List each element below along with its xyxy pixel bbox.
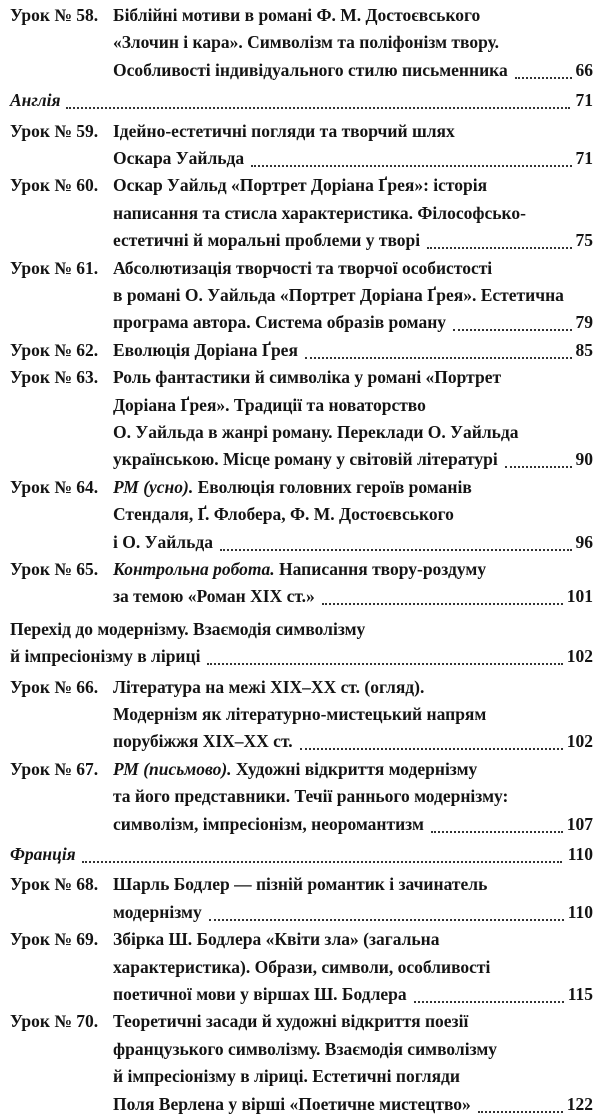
toc-entry	[10, 556, 593, 611]
dot-leader	[453, 309, 571, 331]
line-text: й імпресіонізму в ліриці	[10, 643, 203, 670]
page-number: 71	[575, 90, 593, 111]
entry-line	[113, 728, 593, 755]
line-text: Оскар Уайльд «Портрет Доріана Ґрея»: історія	[113, 175, 490, 195]
line-text: характеристика). Образи, символи, особливості	[113, 957, 493, 977]
page-number: 107	[566, 813, 593, 834]
line-text: написання та стисла характеристика. Філософсько-	[113, 203, 529, 223]
line-text: Модернізм як літературно-мистецький напрям	[113, 704, 489, 724]
page-number: 122	[566, 1093, 593, 1114]
toc-entry	[10, 1008, 593, 1118]
italic-prefix: Контрольна робота.	[113, 559, 275, 579]
entry-line	[113, 1008, 593, 1035]
entry-line	[113, 57, 593, 84]
section-title-line	[10, 643, 593, 670]
line-text: Стендаля, Ґ. Флобера, Ф. М. Достоєвського	[113, 504, 457, 524]
page-number: 101	[566, 586, 593, 607]
line-text: програма автора. Система образів роману	[113, 309, 449, 336]
line-text: та його представники. Течії раннього модернізму:	[113, 786, 511, 806]
line-text: Оскара Уайльда	[113, 145, 247, 172]
page-number: 90	[575, 449, 593, 470]
line-text: Абсолютизація творчості та творчої особистості	[113, 258, 495, 278]
line-text: Особливості індивідуального стилю письменника	[113, 57, 511, 84]
line-text: РМ (письмово). Художні відкриття модернізму	[113, 759, 480, 779]
page-number: 110	[567, 901, 593, 922]
dot-leader	[209, 899, 564, 921]
entry-line	[113, 501, 593, 528]
entry-line	[113, 871, 593, 898]
entry-line	[113, 145, 593, 172]
dot-leader	[431, 811, 563, 833]
section-heading	[10, 841, 593, 868]
lesson-number: Урок № 58.	[10, 5, 99, 25]
dot-leader	[300, 728, 563, 750]
entry-line	[113, 1091, 593, 1118]
line-text: модернізму	[113, 899, 205, 926]
section-heading	[10, 87, 593, 114]
lesson-number: Урок № 69.	[10, 929, 99, 950]
entry-line	[113, 29, 593, 56]
entry-line	[113, 200, 593, 227]
italic-prefix: РМ (письмово).	[113, 758, 232, 779]
line-text: «Злочин і кара». Символізм та поліфонізм твору.	[113, 32, 502, 52]
dot-leader	[220, 529, 572, 551]
line-text: поетичної мови у віршах Ш. Бодлера	[113, 981, 410, 1008]
entry-line	[113, 583, 593, 610]
dot-leader	[305, 337, 572, 359]
toc-entry	[10, 118, 593, 173]
page-number: 102	[566, 646, 593, 667]
dot-leader	[251, 145, 571, 167]
toc-entry	[10, 871, 593, 926]
entry-line	[113, 783, 593, 810]
entry-line	[113, 926, 593, 953]
dot-leader	[207, 643, 562, 665]
page-number: 110	[567, 844, 593, 864]
page-number: 115	[567, 983, 593, 1004]
line-text: естетичні й моральні проблеми у творі	[113, 227, 423, 254]
section-title: Франція	[10, 844, 76, 864]
entry-line	[113, 2, 593, 29]
lesson-number: Урок № 59.	[10, 120, 99, 141]
line-text: Література на межі XIX–XX ст. (огляд).	[113, 677, 427, 697]
line-text: Перехід до модернізму. Взаємодія символізму	[10, 619, 368, 639]
lesson-number: Урок № 60.	[10, 175, 99, 196]
line-text: українською. Місце роману у світовій літературі	[113, 446, 501, 473]
line-text: порубіжжя XIX–XX ст.	[113, 728, 296, 755]
toc-entry	[10, 364, 593, 474]
dot-leader	[505, 446, 572, 468]
lesson-number: Урок № 62.	[10, 339, 99, 360]
entry-line	[113, 674, 593, 701]
dot-leader	[478, 1091, 563, 1113]
line-text: Збірка Ш. Бодлера «Квіти зла» (загальна	[113, 929, 443, 949]
toc-entry	[10, 474, 593, 556]
page-number: 85	[575, 339, 593, 360]
line-text: французького символізму. Взаємодія символізму	[113, 1039, 500, 1059]
entry-line	[113, 118, 593, 145]
page-number: 75	[575, 230, 593, 251]
toc-entry	[10, 255, 593, 337]
entry-line	[113, 227, 593, 254]
page-number: 79	[575, 312, 593, 333]
toc-entry	[10, 2, 593, 84]
line-text: Шарль Бодлер — пізній романтик і зачинатель	[113, 874, 490, 894]
entry-line	[113, 756, 593, 783]
italic-prefix: РМ (усно).	[113, 476, 194, 497]
entry-line	[113, 981, 593, 1008]
entry-line	[113, 392, 593, 419]
lesson-number: Урок № 67.	[10, 758, 99, 779]
lesson-number: Урок № 64.	[10, 476, 99, 497]
line-text: Еволюція Доріана Ґрея	[113, 337, 301, 364]
entry-line	[113, 529, 593, 556]
dot-leader	[414, 981, 564, 1003]
line-text: за темою «Роман XIX ст.»	[113, 583, 318, 610]
line-text: Біблійні мотиви в романі Ф. М. Достоєвського	[113, 5, 483, 25]
entry-line	[113, 364, 593, 391]
entry-line	[113, 954, 593, 981]
section-title: Англія	[10, 90, 61, 111]
toc-entry	[10, 926, 593, 1008]
entry-line	[113, 556, 593, 583]
dot-leader	[427, 227, 571, 249]
line-text: РМ (усно). Еволюція головних героїв романів	[113, 477, 475, 497]
entry-line	[113, 309, 593, 336]
entry-line	[113, 419, 593, 446]
line-text: й імпресіонізму в ліриці. Естетичні погляди	[113, 1066, 463, 1086]
page-number: 71	[575, 147, 593, 168]
dot-leader	[515, 57, 572, 79]
dot-leader	[66, 87, 569, 109]
line-text: Доріана Ґрея». Традиції та новаторство	[113, 395, 429, 415]
section-title-line	[10, 616, 593, 643]
line-text: в романі О. Уайльда «Портрет Доріана Ґрея». Естетична	[113, 285, 567, 305]
lesson-number: Урок № 66.	[10, 676, 99, 697]
line-text: символізм, імпресіонізм, неоромантизм	[113, 811, 427, 838]
entry-line	[113, 701, 593, 728]
entry-line	[113, 255, 593, 282]
lesson-number: Урок № 65.	[10, 559, 99, 579]
lesson-number: Урок № 70.	[10, 1011, 99, 1032]
dot-leader	[82, 841, 562, 863]
lesson-number: Урок № 68.	[10, 874, 99, 895]
entry-line	[113, 337, 593, 364]
entry-line	[113, 1036, 593, 1063]
line-text: Поля Верлена у вірші «Поетичне мистецтво»	[113, 1091, 474, 1118]
toc-entry	[10, 337, 593, 364]
page-number: 102	[566, 731, 593, 752]
line-text: Теоретичні засади й художні відкриття поезії	[113, 1011, 471, 1031]
entry-line	[113, 446, 593, 473]
toc-entry	[10, 172, 593, 254]
line-text: Контрольна робота. Написання твору-роздуму	[113, 559, 489, 579]
dot-leader	[322, 583, 563, 605]
lesson-number: Урок № 61.	[10, 257, 99, 278]
section-heading	[10, 616, 593, 671]
page-number: 66	[575, 59, 593, 80]
entry-line	[113, 1063, 593, 1090]
toc-entry	[10, 756, 593, 838]
line-text: і О. Уайльда	[113, 529, 216, 556]
entry-line	[113, 474, 593, 501]
line-text: Роль фантастики й символіка у романі «Портрет	[113, 367, 504, 387]
line-text: Ідейно-естетичні погляди та творчий шлях	[113, 121, 458, 141]
toc-entry	[10, 674, 593, 756]
entry-line	[113, 811, 593, 838]
entry-line	[113, 172, 593, 199]
entry-line	[113, 282, 593, 309]
line-text: О. Уайльда в жанрі роману. Переклади О. Уайльда	[113, 422, 522, 442]
page-number: 96	[575, 531, 593, 552]
lesson-number: Урок № 63.	[10, 367, 99, 388]
